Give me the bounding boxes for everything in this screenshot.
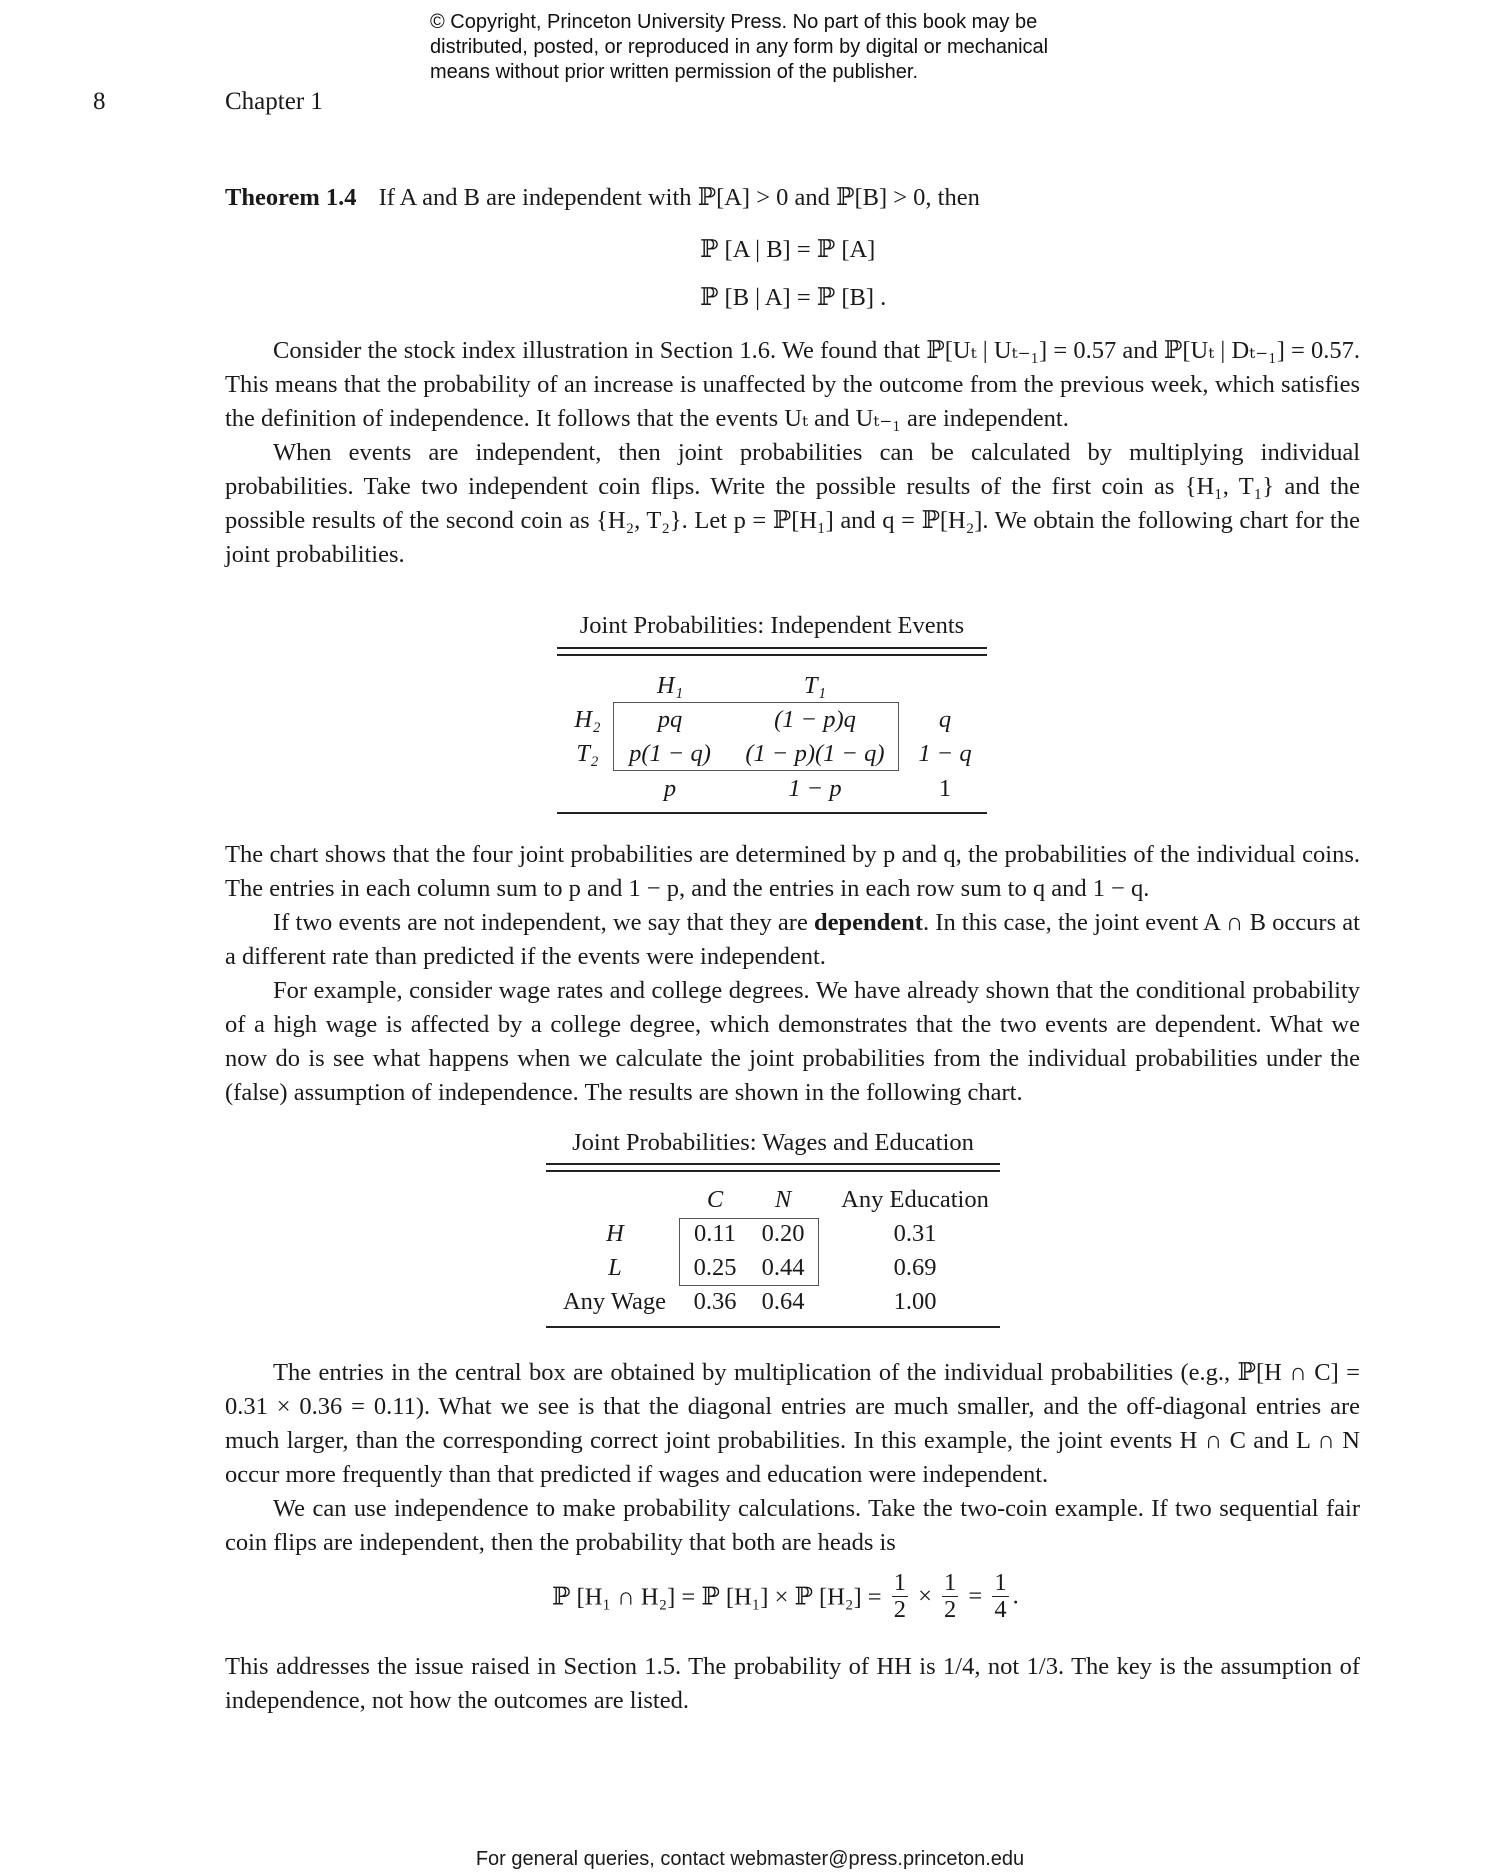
paragraph-coin-flips: When events are independent, then joint probabilities can be calculated by multiplying individual probabilities. Take two independent coin flips. Write the possible results of the first coin as {H₁, T₁} and the possible results of the second coin as {H₂, T₂}. Let p = ℙ[H₁] and q = ℙ[H₂]. We obtain the following chart for the joint probabilities. <box>225 439 1360 568</box>
col-header: Any Education <box>841 1186 989 1213</box>
table-cell-total: 1.00 <box>893 1288 937 1315</box>
table-rule <box>546 1163 1000 1165</box>
copyright-notice <box>430 10 1048 85</box>
footer-contact: For general queries, contact webmaster@press.princeton.edu <box>475 1848 1025 1870</box>
table-cell-total: 0.31 <box>893 1220 937 1247</box>
numerator: 1 <box>893 1569 906 1596</box>
col-header: T₁ <box>803 672 827 699</box>
term-dependent: dependent <box>814 909 923 936</box>
row-label: L <box>608 1254 622 1281</box>
table-wages-title: Joint Probabilities: Wages and Education <box>572 1129 974 1156</box>
table-rule <box>546 1170 1000 1172</box>
fraction <box>892 1570 908 1623</box>
copyright-line: © Copyright, Princeton University Press. No part of this book may be <box>430 11 1038 33</box>
page-number: 8 <box>93 88 106 115</box>
denominator: 4 <box>994 1596 1007 1623</box>
table-cell-total: 1 <box>938 775 952 802</box>
body-text-block-1 <box>225 334 1360 572</box>
paragraph-conclusion: This addresses the issue raised in Section 1.5. The probability of HH is 1/4, not 1/3. The key is the assumption of independence, not how the outcomes are listed. <box>225 1653 1360 1714</box>
running-head: Chapter 1 <box>225 88 323 115</box>
equals-sign: = <box>968 1582 983 1610</box>
table-rule <box>546 1326 1000 1328</box>
fraction <box>992 1570 1008 1623</box>
body-text-block-2 <box>225 838 1360 1110</box>
paragraph-stock-index: Consider the stock index illustration in Section 1.6. We found that ℙ[Uₜ | Uₜ₋₁] = 0.57 and ℙ[Uₜ | Dₜ₋₁] = 0.57. This means that the probability of an increase is unaffected by the outcome from the previous week, which satisfies the definition of independence. It follows that the events Uₜ and Uₜ₋₁ are independent. <box>225 337 1360 432</box>
denominator: 2 <box>944 1596 957 1623</box>
table-cell: 0.11 <box>694 1220 736 1247</box>
paragraph-two-coin: We can use independence to make probability calculations. Take the two-coin example. If two sequential fair coin flips are independent, then the probability that both are heads is <box>225 1495 1360 1556</box>
numerator: 1 <box>994 1569 1007 1596</box>
paragraph-central-box: The entries in the central box are obtained by multiplication of the individual probabilities (e.g., ℙ[H ∩ C] = 0.31 × 0.36 = 0.11). What we see is that the diagonal entries are much smaller, and the off-diagonal entries are much larger, than the corresponding correct joint probabilities. In this example, the joint events H ∩ C and L ∩ N occur more frequently than that predicted if wages and education were independent. <box>225 1359 1360 1488</box>
col-header: C <box>706 1186 724 1213</box>
text-span: If two events are not independent, we say that they are <box>273 909 815 936</box>
col-header: H₁ <box>656 672 684 699</box>
table-rule <box>557 812 987 814</box>
body-text-block-4 <box>225 1650 1360 1718</box>
table-cell: 0.64 <box>761 1288 805 1315</box>
text-span: . In this case, the joint event A ∩ B occurs at a different rate than predicted if the events were independent. <box>225 909 1360 970</box>
table-cell-total: 0.69 <box>893 1254 937 1281</box>
times-sign: × <box>918 1582 932 1610</box>
paragraph-chart-explanation: The chart shows that the four joint probabilities are determined by p and q, the probabilities of the individual coins. The entries in each column sum to p and 1 − p, and the entries in each row sum to q and 1 − q. <box>225 841 1360 902</box>
equation-lhs: ℙ [H₁ ∩ H₂] = ℙ [H₁] × ℙ [H₂] = <box>552 1583 882 1611</box>
table-cell: p(1 − q) <box>629 740 711 767</box>
theorem-statement: If A and B are independent with ℙ[A] > 0 and ℙ[B] > 0, then <box>378 184 980 211</box>
table-cell: (1 − p)(1 − q) <box>745 740 885 767</box>
row-label: H₂ <box>574 706 601 733</box>
theorem-label: Theorem 1.4 <box>225 184 357 211</box>
theorem-equation-2: ℙ [B | A] = ℙ [B] . <box>700 284 887 311</box>
col-header: N <box>774 1186 792 1213</box>
numerator: 1 <box>944 1569 957 1596</box>
fraction <box>942 1570 958 1623</box>
row-label: H <box>606 1220 624 1247</box>
copyright-line: means without prior written permission of the publisher. <box>430 61 919 83</box>
table-cell: p <box>663 775 677 802</box>
copyright-line: distributed, posted, or reproduced in any form by digital or mechanical <box>430 36 1049 58</box>
table-cell: 0.36 <box>693 1288 737 1315</box>
denominator: 2 <box>893 1596 906 1623</box>
table-cell: 0.20 <box>761 1220 805 1247</box>
table-rule <box>557 647 987 649</box>
table-cell: 1 − p <box>788 775 842 802</box>
table-cell: pq <box>657 706 683 733</box>
table-cell: (1 − p)q <box>774 706 856 733</box>
table-independent-title: Joint Probabilities: Independent Events <box>579 612 965 639</box>
table-cell: 0.44 <box>761 1254 805 1281</box>
equation-hh <box>552 1570 1019 1623</box>
theorem <box>225 182 980 212</box>
paragraph-dependent <box>225 906 1360 974</box>
table-cell-total: q <box>938 706 952 733</box>
table-rule <box>557 654 987 656</box>
row-label: T₂ <box>576 740 599 767</box>
body-text-block-3 <box>225 1356 1360 1560</box>
row-label: Any Wage <box>562 1288 667 1315</box>
table-cell: 0.25 <box>693 1254 737 1281</box>
period: . <box>1012 1582 1019 1610</box>
paragraph-wages-example: For example, consider wage rates and college degrees. We have already shown that the conditional probability of a high wage is affected by a college degree, which demonstrates that the two events are dependent. What we now do is see what happens when we calculate the joint probabilities from the individual probabilities under the (false) assumption of independence. The results are shown in the following chart. <box>225 977 1360 1106</box>
theorem-equation-1: ℙ [A | B] = ℙ [A] <box>700 236 876 263</box>
table-cell-total: 1 − q <box>918 740 972 767</box>
